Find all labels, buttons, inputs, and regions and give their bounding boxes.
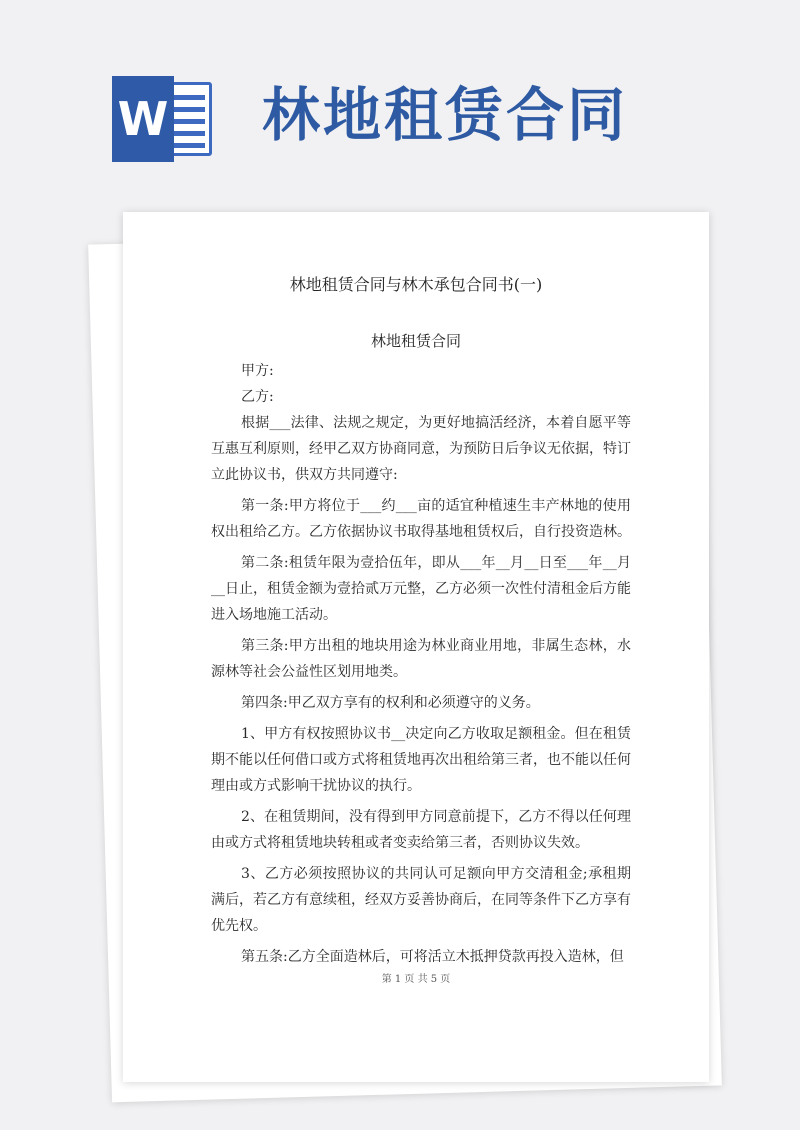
header [0, 0, 800, 200]
document-page [123, 212, 709, 1082]
word-letter-badge: W [112, 76, 174, 162]
clause-3-paragraph: 3、乙方必须按照协议的共同认可足额向甲方交清租金;承租期满后，若乙方有意续租，经双方妥善协商后，在同等条件下乙方享有优先权。 [211, 866, 631, 934]
article-5-paragraph: 第五条:乙方全面造林后，可将活立木抵押贷款再投入造林，但 [241, 949, 624, 965]
page-footer: 第 1 页 共 5 页 [381, 974, 451, 985]
document-body [211, 358, 631, 975]
party-b-line: 乙方: [241, 389, 274, 405]
word-document-icon [112, 76, 216, 162]
clause-2-paragraph: 2、在租赁期间，没有得到甲方同意前提下，乙方不得以任何理由或方式将租赁地块转租或者变卖给第三者，否则协议失效。 [211, 809, 631, 851]
page-title: 林地租赁合同 [262, 81, 629, 149]
article-3-paragraph: 第三条:甲方出租的地块用途为林业商业用地，非属生态林，水源林等社会公益性区划用地类。 [211, 638, 631, 680]
article-4-paragraph: 第四条:甲乙双方享有的权利和必须遵守的义务。 [241, 695, 540, 711]
document-heading: 林地租赁合同与林木承包合同书(一) [289, 275, 543, 294]
preamble-paragraph: 根据___法律、法规之规定，为更好地搞活经济，本着自愿平等互惠互利原则，经甲乙双方协商同意，为预防日后争议无依据，特订立此协议书，供双方共同遵守: [211, 415, 631, 483]
article-2-paragraph: 第二条:租赁年限为壹拾伍年，即从___年__月__日至___年__月__日止，租赁金额为壹拾贰万元整，乙方必须一次性付清租金后方能进入场地施工活动。 [211, 555, 631, 623]
document-subheading: 林地租赁合同 [370, 332, 461, 350]
party-a-line: 甲方: [241, 363, 274, 379]
clause-1-paragraph: 1、甲方有权按照协议书__决定向乙方收取足额租金。但在租赁期不能以任何借口或方式将租赁地再次出租给第三者，也不能以任何理由或方式影响干扰协议的执行。 [211, 726, 631, 794]
article-1-paragraph: 第一条:甲方将位于___约___亩的适宜种植速生丰产林地的使用权出租给乙方。乙方依据协议书取得基地租赁权后，自行投资造林。 [211, 498, 631, 540]
